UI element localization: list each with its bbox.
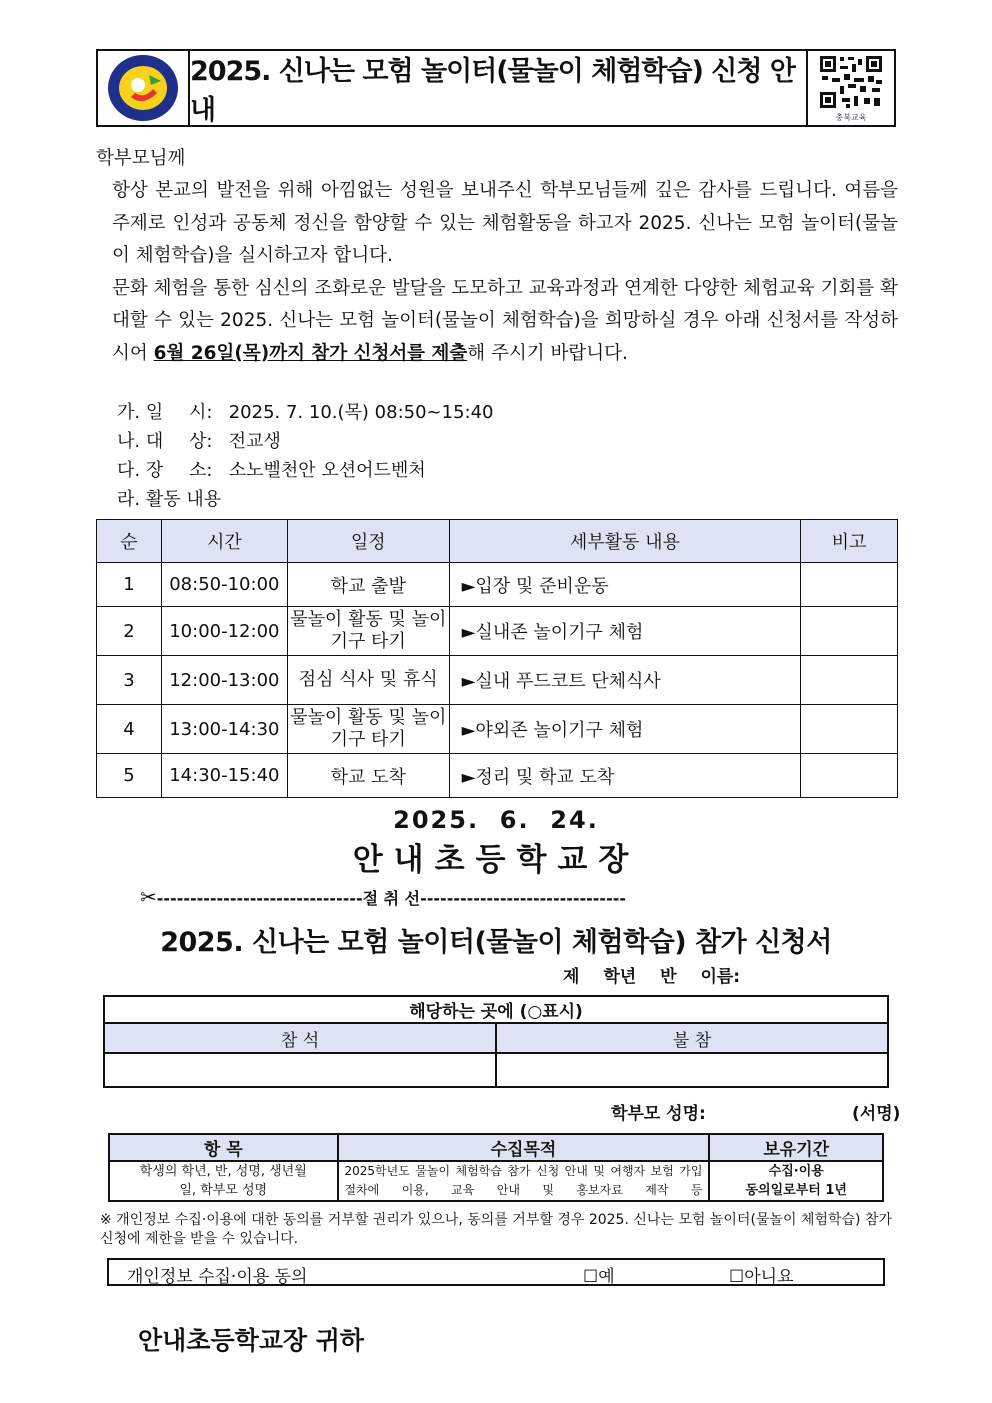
col-header: 비고 bbox=[801, 520, 898, 563]
col-header: 일정 bbox=[287, 520, 449, 563]
schedule-header-row bbox=[97, 520, 898, 563]
privacy-header: 보유기간 bbox=[709, 1134, 883, 1161]
cell-time: 10:00-12:00 bbox=[161, 607, 287, 656]
info-place bbox=[117, 456, 426, 482]
cell-plan: 학교 도착 bbox=[287, 754, 449, 798]
cell-plan: 물놀이 활동 및 놀이기구 타기 bbox=[287, 607, 449, 656]
info-label: 가. 일 bbox=[117, 402, 164, 423]
parent-sign-label: 학부모 성명: bbox=[611, 1104, 706, 1124]
cell-note bbox=[801, 656, 898, 705]
table-row bbox=[97, 563, 898, 607]
cell-no: 5 bbox=[97, 754, 162, 798]
attend-mark-cell[interactable] bbox=[104, 1053, 496, 1087]
info-value: 소노벨천안 오션어드벤처 bbox=[228, 460, 426, 481]
checkbox-icon[interactable]: ☐ bbox=[583, 1267, 599, 1287]
cell-time: 08:50-10:00 bbox=[161, 563, 287, 607]
col-header: 순 bbox=[97, 520, 162, 563]
cut-line bbox=[140, 885, 860, 909]
cut-line-text: -------------------------------절 취 선------------------------------- bbox=[156, 889, 626, 908]
paragraph-1: 항상 본교의 발전을 위해 아낌없는 성원을 보내주신 학부모님들께 깊은 감사를 드립니다. 여름을 주제로 인성과 공동체 정신을 함양할 수 있는 체험활동을 하고자 2025. 신나는 모험 놀이터(물놀이 체험학습)을 실시하고자 합니다. bbox=[112, 180, 898, 266]
document-header bbox=[96, 49, 896, 127]
qr-caption: 충북교육 bbox=[835, 112, 867, 122]
deadline-emphasis: 6월 26일(목)까지 참가 신청서를 제출 bbox=[153, 342, 468, 364]
info-label-end: 소: bbox=[189, 460, 213, 481]
info-target bbox=[117, 427, 281, 453]
col-header: 세부활동 내용 bbox=[449, 520, 801, 563]
consent-yes-label: 예 bbox=[598, 1267, 615, 1287]
privacy-table bbox=[108, 1133, 884, 1202]
signature-field[interactable]: (서명) bbox=[852, 1104, 901, 1124]
cell-plan: 물놀이 활동 및 놀이기구 타기 bbox=[287, 705, 449, 754]
qr-code-icon[interactable] bbox=[818, 54, 884, 110]
info-label: 다. 장 bbox=[117, 460, 164, 481]
info-date bbox=[117, 398, 494, 424]
table-row bbox=[97, 705, 898, 754]
consent-no-label: 아니요 bbox=[744, 1267, 794, 1287]
school-emblem-icon bbox=[105, 53, 181, 123]
cell-note bbox=[801, 563, 898, 607]
logo-cell bbox=[98, 51, 190, 125]
absent-header: 불 참 bbox=[496, 1023, 888, 1053]
consent-row bbox=[107, 1258, 885, 1286]
cell-no: 4 bbox=[97, 705, 162, 754]
addressee: 안내초등학교장 귀하 bbox=[138, 1326, 365, 1355]
privacy-purpose: 2025학년도 물놀이 체험학습 참가 신청 안내 및 여행자 보험 가입 절차에 이용, 교육 안내 및 홍보자료 제작 등 bbox=[338, 1161, 710, 1201]
info-value: 2025. 7. 10.(목) 08:50~15:40 bbox=[228, 402, 494, 423]
privacy-period bbox=[709, 1161, 883, 1201]
paragraph-2 bbox=[96, 273, 898, 371]
cell-detail: ►실내존 놀이기구 체험 bbox=[449, 607, 801, 656]
checkbox-icon[interactable]: ☐ bbox=[729, 1267, 745, 1287]
info-activities bbox=[117, 485, 221, 511]
cell-no: 1 bbox=[97, 563, 162, 607]
attendance-instruction-row bbox=[104, 996, 888, 1023]
cell-plan: 점심 식사 및 휴식 bbox=[287, 656, 449, 705]
privacy-header: 수집목적 bbox=[338, 1134, 710, 1161]
absent-mark-cell[interactable] bbox=[496, 1053, 888, 1087]
cell-note bbox=[801, 705, 898, 754]
period-line-2: 동의일로부터 1년 bbox=[745, 1183, 847, 1198]
consent-no[interactable] bbox=[729, 1262, 794, 1287]
info-label-end: 상: bbox=[189, 431, 213, 452]
privacy-note: ※ 개인정보 수집·이용에 대한 동의를 거부할 권리가 있으나, 동의를 거부할 경우 2025. 신나는 모험 놀이터(물놀이 체험학습) 참가 신청에 제한을 받을 수 있습니다. bbox=[100, 1212, 892, 1247]
cell-detail: ►입장 및 준비운동 bbox=[449, 563, 801, 607]
grade-class-name-line: 제 학년 반 이름: bbox=[563, 967, 741, 987]
attend-header: 참 석 bbox=[104, 1023, 496, 1053]
consent-label: 개인정보 수집·이용 동의 bbox=[127, 1267, 308, 1287]
privacy-item: 학생의 학년, 반, 성명, 생년월일, 학부모 성명 bbox=[109, 1161, 338, 1201]
paragraph-2-end: 해 주시기 바랍니다. bbox=[467, 342, 628, 364]
period-line-1: 수집·이용 bbox=[768, 1164, 824, 1179]
attendance-header-row bbox=[104, 1023, 888, 1053]
form-title: 2025. 신나는 모험 놀이터(물놀이 체험학습) 참가 신청서 bbox=[160, 927, 832, 958]
cell-detail: ►야외존 놀이기구 체험 bbox=[449, 705, 801, 754]
cell-time: 12:00-13:00 bbox=[161, 656, 287, 705]
table-row bbox=[97, 656, 898, 705]
table-row bbox=[97, 754, 898, 798]
letter-body bbox=[96, 175, 898, 370]
cell-no: 3 bbox=[97, 656, 162, 705]
privacy-row bbox=[109, 1161, 883, 1201]
principal-name: 안내초등학교장 bbox=[352, 842, 640, 878]
cell-no: 2 bbox=[97, 607, 162, 656]
cell-note bbox=[801, 607, 898, 656]
attendance-table bbox=[103, 995, 889, 1088]
privacy-header-row bbox=[109, 1134, 883, 1161]
table-row bbox=[97, 607, 898, 656]
cell-plan: 학교 출발 bbox=[287, 563, 449, 607]
info-label-end: 시: bbox=[189, 402, 213, 423]
schedule-table bbox=[96, 519, 898, 798]
privacy-header: 항 목 bbox=[109, 1134, 338, 1161]
col-header: 시간 bbox=[161, 520, 287, 563]
info-label: 나. 대 bbox=[117, 431, 164, 452]
qr-cell bbox=[808, 51, 894, 125]
greeting: 학부모님께 bbox=[96, 148, 186, 169]
consent-yes[interactable] bbox=[583, 1262, 615, 1287]
attendance-mark-row bbox=[104, 1053, 888, 1087]
info-value: 전교생 bbox=[228, 431, 281, 452]
cell-detail: ►정리 및 학교 도착 bbox=[449, 754, 801, 798]
issue-date: 2025. 6. 24. bbox=[393, 806, 599, 834]
scissors-icon: ✂ bbox=[140, 885, 157, 909]
cell-note bbox=[801, 754, 898, 798]
cell-time: 13:00-14:30 bbox=[161, 705, 287, 754]
page-title: 2025. 신나는 모험 놀이터(물놀이 체험학습) 신청 안내 bbox=[190, 51, 808, 125]
cell-time: 14:30-15:40 bbox=[161, 754, 287, 798]
mark-instruction: 해당하는 곳에 (○표시) bbox=[104, 996, 888, 1023]
info-label: 라. 활동 내용 bbox=[117, 489, 222, 510]
cell-detail: ►실내 푸드코트 단체식사 bbox=[449, 656, 801, 705]
paragraph-2-text: 문화 체험을 통한 심신의 조화로운 발달을 도모하고 교육과정과 연계한 다양한 체험교육 기회를 확대할 수 있는 2025. 신나는 모험 놀이터(물놀이 체험학습)을 희망하실 경우 아래 신청서를 작성하시어 bbox=[112, 277, 898, 364]
